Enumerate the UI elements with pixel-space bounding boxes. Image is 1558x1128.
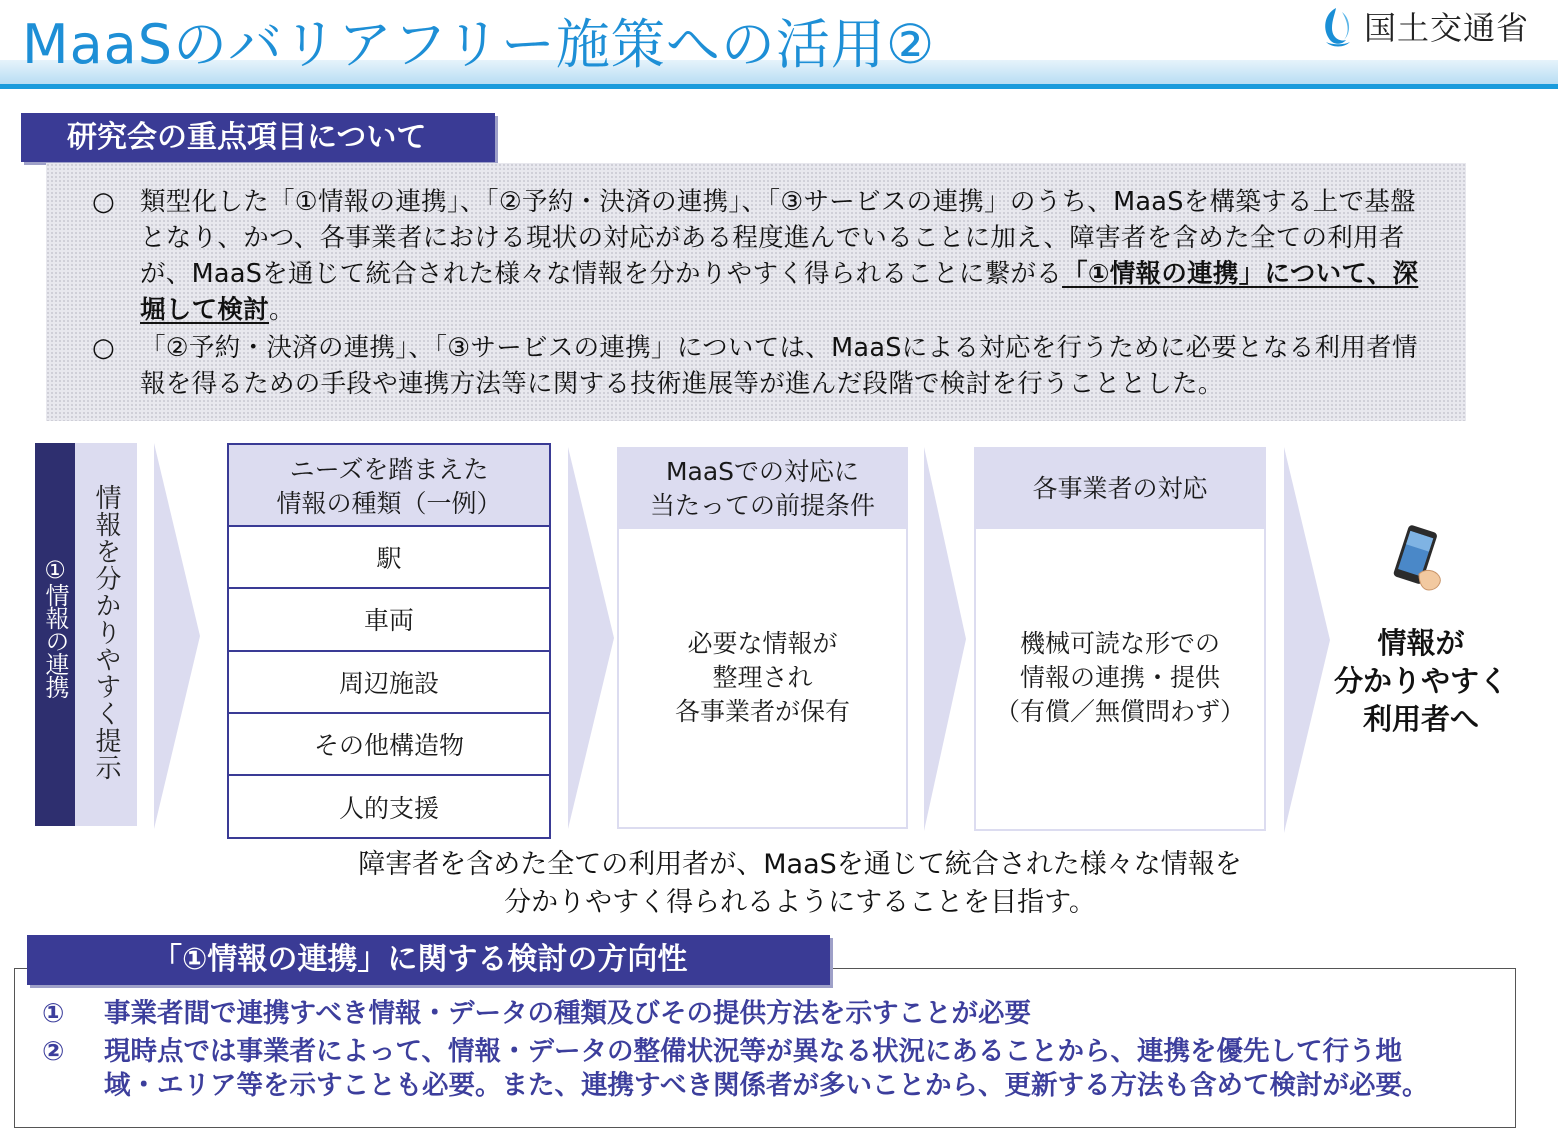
paragraph-1-emphasis: 「①情報の連携」について、深堀して検討 <box>140 259 1419 325</box>
direction-item-2-line-2: 域・エリア等を示すことも必要。また、連携すべき関係者が多いことから、更新する方法も含めて検討が必要。 <box>104 1070 1429 1101</box>
page-title: MaaSのバリアフリー施策への活用② <box>22 13 936 76</box>
info-types-table <box>227 443 551 839</box>
chevron-arrow-icon <box>568 447 614 829</box>
info-type-nearby-facilities: 周辺施設 <box>229 652 549 714</box>
direction-item-number: ② <box>42 1036 65 1067</box>
info-type-station: 駅 <box>229 527 549 589</box>
header-underline <box>0 84 1558 89</box>
chevron-arrow-icon <box>1284 447 1330 833</box>
paragraph-1-text: 類型化した「①情報の連携」、「②予約・決済の連携」、「③サービスの連携」のうち、MaaSを構築する上で基盤となり、かつ、各事業者における現状の対応がある程度進んでいることに加え、障害者を含めた全ての利用者が、MaaSを通じて統合された様々な情報を分かりやすく得られることに繋がる <box>140 187 1416 289</box>
result-line: 利用者へ <box>1362 702 1479 736</box>
result-line: 分かりやすく <box>1333 664 1508 698</box>
operator-response-line: 情報の連携・提供 <box>1019 663 1220 692</box>
ministry-emblem-icon <box>1316 4 1356 48</box>
direction-item-2-line-1: 現時点では事業者によって、情報・データの整備状況等が異なる状況にあることから、連携を優先して行う地 <box>104 1036 1402 1067</box>
info-type-human-support: 人的支援 <box>338 794 439 824</box>
summary-paragraph-2: 「②予約・決済の連携」、「③サービスの連携」については、MaaSによる対応を行うために必要となる利用者情報を得るための手段や連携方法等に関する技術進展等が進んだ段階で検討を行うこととした。 <box>140 333 1418 399</box>
direction-item-1: 事業者間で連携すべき情報・データの種類及びその提供方法を示すことが必要 <box>104 998 1031 1029</box>
info-types-header-line2: 情報の種類（一例） <box>276 489 502 518</box>
prerequisites-panel <box>617 447 908 829</box>
info-type-other-structures: その他構造物 <box>229 714 549 776</box>
goal-line: 分かりやすく得られるようにすることを目指す。 <box>504 887 1096 918</box>
section-heading-direction: 「①情報の連携」に関する検討の方向性 <box>27 935 830 985</box>
prerequisites-body <box>619 627 906 729</box>
operator-response-line: 機械可読な形での <box>1019 629 1220 658</box>
operator-response-line: （有償／無償問わず） <box>994 697 1245 726</box>
prerequisites-header <box>619 449 906 529</box>
operator-response-body <box>976 627 1264 729</box>
prerequisites-line: 各事業者が保有 <box>674 697 850 726</box>
paragraph-1-end: 。 <box>269 295 295 325</box>
summary-paragraph-1 <box>140 184 1440 328</box>
goal-line: 障害者を含めた全ての利用者が、MaaSを通じて統合された様々な情報を <box>358 849 1242 880</box>
prerequisites-header-line2: 当たっての前提条件 <box>649 491 875 520</box>
chevron-arrow-icon <box>154 443 200 829</box>
prerequisites-header-line1: MaaSでの対応に <box>665 457 860 486</box>
info-type-vehicle: 車両 <box>229 589 549 651</box>
prerequisites-line: 整理され <box>712 663 813 692</box>
bullet-icon: ○ <box>92 333 115 363</box>
side-sublabel: 情報を分かりやすく提示 <box>91 484 121 781</box>
result-line: 情報が <box>1377 626 1465 660</box>
chevron-arrow-icon <box>924 447 966 831</box>
smartphone-icon <box>1385 524 1447 594</box>
bullet-icon: ○ <box>92 187 115 217</box>
prerequisites-line: 必要な情報が <box>687 629 838 658</box>
ministry-name: 国土交通省 <box>1364 9 1530 47</box>
side-label: ①情報の連携 <box>41 556 69 698</box>
section-heading-focus-items: 研究会の重点項目について <box>21 113 495 162</box>
result-statement <box>1326 624 1516 738</box>
operator-response-header: 各事業者の対応 <box>976 449 1264 529</box>
goal-statement <box>240 846 1360 922</box>
ministry-logo <box>1316 2 1529 50</box>
direction-item-number: ① <box>42 998 65 1029</box>
operator-response-panel <box>974 447 1266 831</box>
info-types-header-line1: ニーズを踏まえた <box>289 455 489 484</box>
info-types-header <box>229 445 549 527</box>
